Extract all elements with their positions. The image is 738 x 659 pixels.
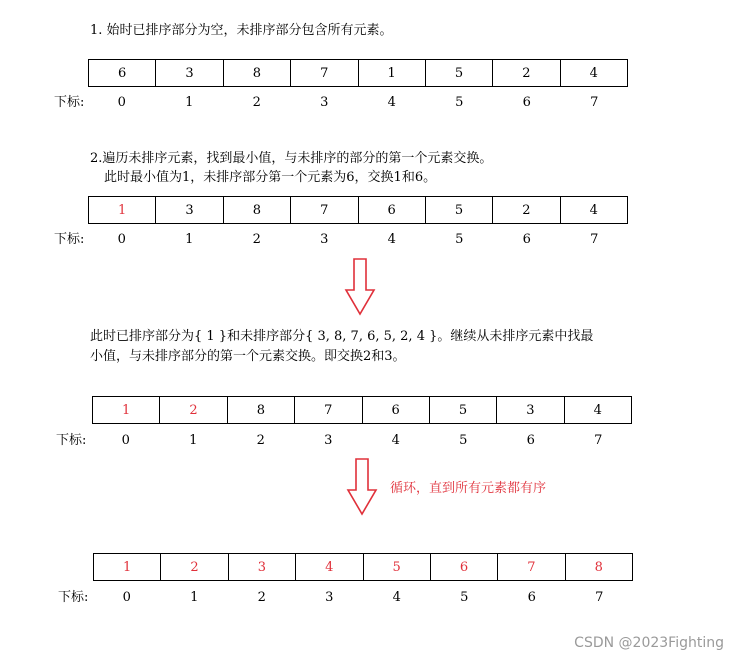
array-cell: 5 (426, 197, 493, 223)
array-cell: 6 (89, 60, 156, 86)
index-value: 2 (252, 95, 261, 110)
index-value: 3 (325, 590, 334, 605)
array-cell: 7 (295, 397, 362, 423)
index-value: 0 (117, 95, 126, 110)
array-cell: 5 (426, 60, 493, 86)
index-value: 2 (252, 232, 261, 247)
index-label: 下标: (56, 433, 87, 448)
array-cell: 8 (228, 397, 295, 423)
array-cell: 1 (359, 60, 426, 86)
array-cell: 2 (160, 397, 227, 423)
index-value: 6 (522, 95, 531, 110)
array-cell: 6 (359, 197, 426, 223)
index-row-step1 (88, 94, 628, 112)
index-value: 6 (527, 590, 536, 605)
index-value: 7 (595, 590, 604, 605)
array-cell: 4 (589, 65, 598, 81)
array-row-step4 (93, 553, 633, 581)
array-cell: 7 (498, 554, 565, 580)
array-cell: 3 (497, 397, 564, 423)
array-cell: 4 (593, 402, 602, 418)
array-cell: 6 (431, 554, 498, 580)
array-row-step2 (88, 196, 628, 224)
index-value: 0 (117, 232, 126, 247)
array-cell: 5 (430, 397, 497, 423)
index-label: 下标: (58, 590, 89, 605)
step3-description-line1: 此时已排序部分为{ 1 }和未排序部分{ 3, 8, 7, 6, 5, 2, 4 }。继续从未排序元素中找最 (90, 329, 594, 344)
loop-note: 循环，直到所有元素都有序 (390, 481, 547, 496)
index-value: 4 (392, 590, 401, 605)
array-cell: 6 (363, 397, 430, 423)
array-cell: 3 (156, 197, 223, 223)
index-value: 7 (590, 95, 599, 110)
index-value: 1 (185, 95, 194, 110)
index-value: 2 (256, 433, 265, 448)
index-value: 0 (122, 590, 131, 605)
step2-description-line1: 2.遍历未排序元素，找到最小值，与未排序的部分的第一个元素交换。 (90, 151, 493, 166)
down-arrow-icon (344, 258, 376, 316)
index-value: 5 (459, 433, 468, 448)
step3-description-line2: 小值，与未排序部分的第一个元素交换。即交换2和3。 (90, 349, 406, 364)
index-value: 7 (594, 433, 603, 448)
index-value: 3 (320, 95, 329, 110)
array-cell: 7 (291, 60, 358, 86)
index-value: 4 (391, 433, 400, 448)
index-value: 1 (190, 590, 199, 605)
index-row-step2 (88, 231, 628, 249)
index-value: 4 (387, 232, 396, 247)
index-value: 1 (185, 232, 194, 247)
watermark: CSDN @2023Fighting (574, 635, 724, 651)
index-value: 3 (320, 232, 329, 247)
array-cell: 8 (224, 197, 291, 223)
index-value: 1 (189, 433, 198, 448)
array-cell: 8 (224, 60, 291, 86)
index-value: 5 (460, 590, 469, 605)
array-cell: 1 (89, 197, 156, 223)
index-value: 6 (526, 433, 535, 448)
array-cell: 3 (156, 60, 223, 86)
down-arrow-icon (346, 458, 378, 516)
array-cell: 3 (229, 554, 296, 580)
index-label: 下标: (54, 95, 85, 110)
index-value: 5 (455, 232, 464, 247)
index-value: 7 (590, 232, 599, 247)
array-cell: 8 (594, 559, 603, 575)
array-cell: 4 (589, 202, 598, 218)
array-cell: 7 (291, 197, 358, 223)
index-value: 6 (522, 232, 531, 247)
array-cell: 1 (94, 554, 161, 580)
index-value: 0 (121, 433, 130, 448)
index-row-step4 (93, 589, 633, 607)
index-value: 3 (324, 433, 333, 448)
index-value: 4 (387, 95, 396, 110)
index-value: 5 (455, 95, 464, 110)
array-cell: 1 (93, 397, 160, 423)
array-cell: 2 (493, 197, 560, 223)
index-label: 下标: (54, 232, 85, 247)
step2-description-line2: 此时最小值为1，未排序部分第一个元素为6，交换1和6。 (104, 170, 437, 185)
array-cell: 4 (296, 554, 363, 580)
array-row-step3 (92, 396, 632, 424)
array-cell: 2 (493, 60, 560, 86)
array-cell: 2 (161, 554, 228, 580)
step1-description: 1. 始时已排序部分为空，未排序部分包含所有元素。 (90, 23, 393, 38)
array-row-step1 (88, 59, 628, 87)
array-cell: 5 (364, 554, 431, 580)
index-row-step3 (92, 432, 632, 450)
index-value: 2 (257, 590, 266, 605)
